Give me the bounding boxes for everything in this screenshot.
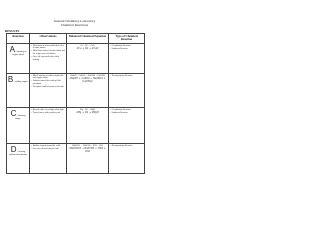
observation-item: • Precipitate sank to bottom of the tube bbox=[31, 86, 65, 89]
reaction-cell bbox=[7, 144, 30, 174]
reaction-type-item: • Combination Reaction bbox=[110, 109, 143, 112]
observations-cell bbox=[30, 144, 67, 174]
observation-item: • Burned with a very bright white light bbox=[31, 109, 65, 112]
lab-report-title: Chemical Reactions bbox=[60, 23, 89, 27]
observations-cell bbox=[30, 74, 67, 108]
reactions-table bbox=[6, 33, 145, 174]
equation-cell bbox=[67, 44, 109, 74]
equation-text: Mg + O2 → MgO bbox=[79, 108, 96, 111]
equation-cell bbox=[67, 108, 109, 144]
type-cell bbox=[109, 144, 145, 174]
observations-cell bbox=[30, 44, 67, 74]
observation-item: • Gave off a greenish color when heating bbox=[31, 56, 65, 61]
reaction-type-item: • Decomposition Reaction bbox=[110, 145, 143, 148]
table-row bbox=[7, 144, 145, 174]
type-cell bbox=[109, 108, 145, 144]
reaction-type-item: • Synthesis Reaction bbox=[110, 48, 143, 51]
reaction-type-item: • Synthesis Reaction bbox=[110, 112, 143, 115]
table-row bbox=[7, 74, 145, 108]
equation-text: 2NaOH + CuSO4 → Na2SO4 + Cu(OH)2 bbox=[69, 74, 106, 77]
observation-item: • Solution turned blue with gel-like precipitate bbox=[31, 80, 65, 85]
reaction-letter: C bbox=[10, 108, 17, 118]
table-row bbox=[7, 108, 145, 144]
handwritten-equation: 2Cu + O2 → 2CuO bbox=[76, 47, 99, 51]
results-heading: RESULTS bbox=[5, 29, 20, 33]
equation-cell bbox=[67, 74, 109, 108]
reaction-name: - burning magn. bbox=[15, 114, 26, 120]
observation-item: • Mixed solution of sodium hydroxide and copper sulfate bbox=[31, 75, 65, 80]
type-cell bbox=[109, 74, 145, 108]
reaction-name: - adding copper bbox=[13, 80, 29, 83]
handwritten-equation: 2NaOH + CuSO4 → Na2SO4 + Cu(OH)2 bbox=[69, 77, 106, 84]
type-cell bbox=[109, 44, 145, 74]
column-header-equation: Balanced Chemical Equation bbox=[67, 34, 109, 44]
lab-course-title: General Chemistry Laboratory bbox=[53, 19, 96, 23]
table-row bbox=[7, 44, 145, 74]
reaction-letter: D bbox=[10, 144, 17, 154]
reaction-cell bbox=[7, 108, 30, 144]
equation-cell bbox=[67, 144, 109, 174]
reaction-type-item: • Decomposition Reaction bbox=[110, 75, 143, 78]
handwritten-equation: 2NaHCO3 → Na2CO3 + H2O + CO2 bbox=[69, 147, 106, 154]
observation-item: • Turned into a white powdery ash bbox=[31, 112, 65, 115]
equation-text: Cu + O2 → CuO bbox=[80, 44, 95, 47]
observation-item: • Bubbles formed around the solid bbox=[31, 145, 65, 148]
table-header-row bbox=[7, 34, 145, 44]
reaction-letter: B bbox=[7, 74, 14, 84]
observations-cell bbox=[30, 108, 67, 144]
reaction-name: - heating sodium bicarbonate bbox=[8, 150, 28, 156]
reaction-name: - burning of copper metal bbox=[12, 50, 27, 56]
reaction-cell bbox=[7, 44, 30, 74]
observation-item: • Metal outer surface became brittle and the copper was a bit shinier bbox=[31, 50, 65, 55]
observation-item: • Metal turns to a brownish black color in outer surface bbox=[31, 45, 65, 50]
reaction-cell bbox=[7, 74, 30, 108]
column-header-reaction: Reaction bbox=[7, 34, 30, 44]
observation-item: • Gas was released from the tube bbox=[31, 148, 65, 151]
handwritten-equation: 2Mg + O2 → 2MgO bbox=[76, 111, 99, 115]
reaction-type-item: • Combination Reaction bbox=[110, 45, 143, 48]
column-header-observations: Observations bbox=[30, 34, 67, 44]
column-header-type: Type of Chemical Reaction bbox=[109, 34, 145, 44]
equation-text: NaHCO3 → Na2CO3 + H2O + CO2 bbox=[72, 144, 103, 147]
reaction-letter: A bbox=[9, 44, 15, 54]
